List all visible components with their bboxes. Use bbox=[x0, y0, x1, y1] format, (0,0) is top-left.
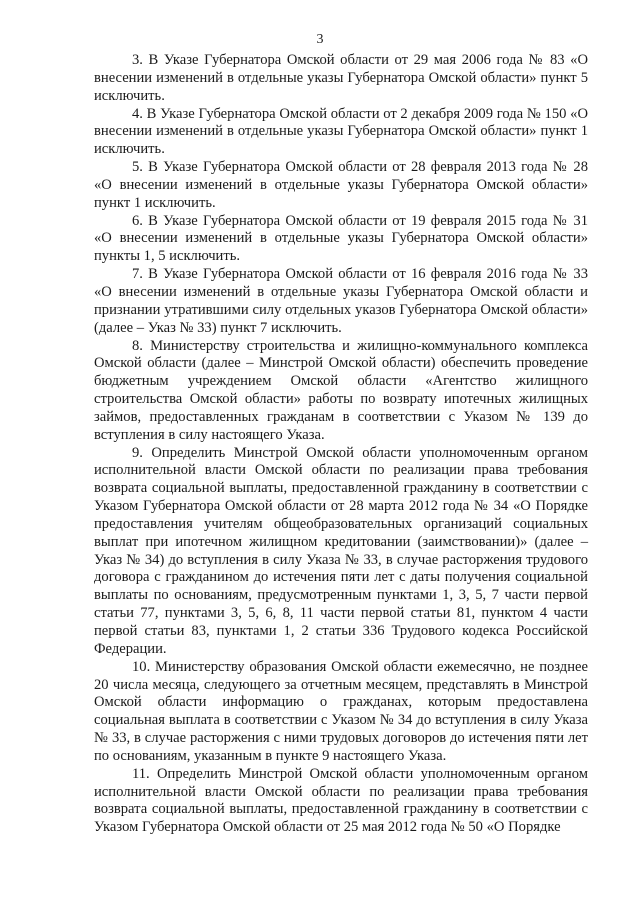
document-body bbox=[94, 52, 588, 837]
page-number: 3 bbox=[316, 32, 324, 47]
paragraph-5: 5. В Указе Губернатора Омской области от 28 февраля 2013 года № 28 «О внесении изменений в отдельные указы Губернатора Омской области» пункт 1 исключить. bbox=[94, 159, 588, 211]
paragraph-7: 7. В Указе Губернатора Омской области от 16 февраля 2016 года № 33 «О внесении изменений в отдельные указы Губернатора Омской области и признании утратившими силу отдельных указов Губернатора Омской области» (далее – Указ № 33) пункт 7 исключить. bbox=[94, 266, 588, 336]
paragraph-3: 3. В Указе Губернатора Омской области от 29 мая 2006 года № 83 «О внесении изменений в отдельные указы Губернатора Омской области» пункт 5 исключить. bbox=[94, 52, 588, 104]
paragraph-4: 4. В Указе Губернатора Омской области от 2 декабря 2009 года № 150 «О внесении изменений в отдельные указы Губернатора Омской области» пункт 1 исключить. bbox=[94, 105, 588, 158]
paragraph-8: 8. Министерству строительства и жилищно-коммунального комплекса Омской области (далее – Минстрой Омской области) обеспечить проведение бюджетным учреждением Омской области «Агентство жилищного строительства Омской области» работы по возврату ипотечных жилищных займов, предоставленных гражданам в соответствии с Указом № 139 до вступления в силу настоящего Указа. bbox=[94, 337, 588, 443]
paragraph-6: 6. В Указе Губернатора Омской области от 19 февраля 2015 года № 31 «О внесении изменений в отдельные указы Губернатора Омской области» пункты 1, 5 исключить. bbox=[94, 212, 588, 265]
paragraph-9: 9. Определить Минстрой Омской области уполномоченным органом исполнительной власти Омской области по реализации права требования возврата социальной выплаты, предоставленной гражданину в соответствии с Указом Губернатора Омской области от 28 марта 2012 года № 34 «О Порядке предоставления учителям общеобразовательных организаций социальных выплат при ипотечном жилищном кредитовании (заимствовании)» (далее – Указ № 34) до вступления в силу Указа № 33, в случае расторжения трудового договора с гражданином до истечения пяти лет с даты получения социальной выплаты по основаниям, предусмотренным пунктами 1, 3, 5, 7 части первой статьи 77, пунктами 3, 5, 6, 8, 11 части первой статьи 81, пунктом 4 части первой статьи 83, пунктами 1, 2 статьи 336 Трудового кодекса Российской Федерации. bbox=[94, 444, 588, 657]
paragraph-11: 11. Определить Минстрой Омской области уполномоченным органом исполнительной власти Омской области по реализации права требования возврата социальной выплаты, предоставленной гражданину в соответствии с Указом Губернатора Омской области от 25 мая 2012 года № 50 «О Порядке bbox=[94, 765, 588, 836]
paragraph-10: 10. Министерству образования Омской области ежемесячно, не позднее 20 числа месяца, следующего за отчетным месяцем, представлять в Минстрой Омской области информацию о гражданах, которым предоставлена социальная выплата в соответствии с Указом № 34 до вступления в силу Указа № 33, в случае расторжения с ними трудовых договоров до истечения пяти лет по основаниям, указанным в пункте 9 настоящего Указа. bbox=[94, 658, 588, 764]
